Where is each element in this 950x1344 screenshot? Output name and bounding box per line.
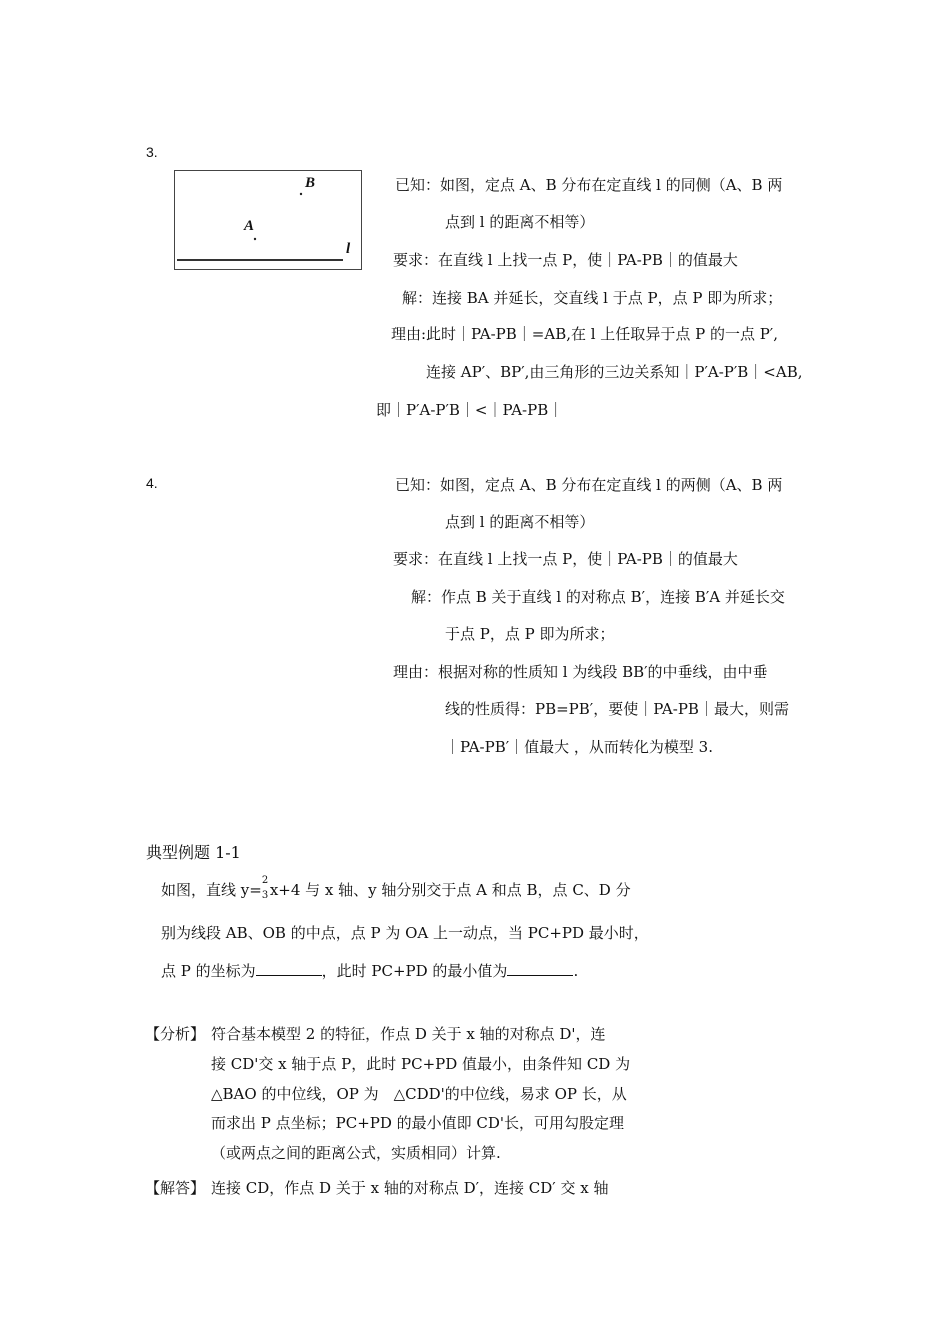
model4-reason-cont2: ｜PA-PB′｜值最大 ，从而转化为模型 3. bbox=[445, 738, 713, 756]
model3-known: 已知：如图，定点 A、B 分布在定直线 l 的同侧（A、B 两 bbox=[395, 176, 783, 194]
example-title: 典型例题 1-1 bbox=[146, 843, 241, 862]
point-a-label: A bbox=[244, 218, 255, 234]
model4-reason: 理由：根据对称的性质知 l 为线段 BB′的中垂线，由中垂 bbox=[393, 663, 768, 681]
model4-solution: 解：作点 B 关于直线 l 的对称点 B′，连接 B′A 并延长交 bbox=[411, 588, 785, 606]
model3-reason-cont2: 即｜P′A-P′B｜<｜PA-PB｜ bbox=[376, 401, 564, 419]
answer-blank-coordinate bbox=[256, 963, 322, 976]
answer-line1: 连接 CD，作点 D 关于 x 轴的对称点 D′，连接 CD′ 交 x 轴 bbox=[211, 1179, 609, 1197]
point-a-dot bbox=[254, 238, 256, 240]
model3-reason: 理由:此时｜PA-PB｜=AB,在 l 上任取异于点 P 的一点 P′, bbox=[391, 325, 778, 343]
model3-reason-cont1: 连接 AP′、BP′,由三角形的三边关系知｜P′A-P′B｜<AB, bbox=[426, 363, 803, 381]
model4-require: 要求：在直线 l 上找一点 P，使｜PA-PB｜的值最大 bbox=[393, 550, 738, 568]
analysis-tag: 【分析】 bbox=[145, 1025, 206, 1043]
analysis-line2: 接 CD'交 x 轴于点 P，此时 PC+PD 值最小，由条件知 CD 为 bbox=[211, 1055, 631, 1073]
example-line1-a: 如图，直线 y= bbox=[161, 881, 262, 899]
model4-number: 4. bbox=[146, 475, 158, 491]
model4-solution-cont: 于点 P，点 P 即为所求； bbox=[445, 625, 615, 643]
model4-reason-cont1: 线的性质得：PB=PB′，要使｜PA-PB｜最大，则需 bbox=[445, 700, 789, 718]
model4-known-cont: 点到 l 的距离不相等） bbox=[445, 513, 595, 531]
example-line3 bbox=[161, 960, 578, 981]
example-line3-b: ，此时 PC+PD 的最小值为 bbox=[321, 962, 508, 980]
model3-number: 3. bbox=[146, 144, 158, 160]
model3-solution: 解：连接 BA 并延长，交直线 l 于点 P，点 P 即为所求； bbox=[402, 289, 783, 307]
model3-figure bbox=[174, 170, 362, 270]
analysis-line3: △BAO 的中位线，OP 为 △CDD'的中位线，易求 OP 长，从 bbox=[211, 1085, 627, 1103]
example-line3-a: 点 P 的坐标为 bbox=[161, 962, 256, 980]
answer-tag: 【解答】 bbox=[145, 1179, 206, 1197]
answer-blank-min-value bbox=[507, 963, 573, 976]
line-l-label: l bbox=[346, 241, 351, 257]
point-b-dot bbox=[300, 193, 302, 195]
analysis-line4: 而求出 P 点坐标；PC+PD 的最小值即 CD'长，可用勾股定理 bbox=[211, 1114, 625, 1132]
model3-known-cont: 点到 l 的距离不相等） bbox=[445, 213, 595, 231]
example-line1-b: x+4 与 x 轴、y 轴分别交于点 A 和点 B，点 C、D 分 bbox=[269, 881, 631, 899]
model3-figure-svg bbox=[175, 171, 363, 271]
fraction bbox=[261, 875, 270, 901]
fraction-denominator: 3 bbox=[261, 890, 269, 901]
model4-known: 已知：如图，定点 A、B 分布在定直线 l 的两侧（A、B 两 bbox=[395, 476, 783, 494]
point-b-label: B bbox=[305, 175, 316, 191]
example-line3-c: . bbox=[573, 962, 579, 980]
analysis-line5: （或两点之间的距离公式，实质相同）计算. bbox=[211, 1144, 501, 1162]
fraction-numerator: 2 bbox=[261, 875, 269, 886]
example-line2: 别为线段 AB、OB 的中点，点 P 为 OA 上一动点，当 PC+PD 最小时， bbox=[161, 924, 649, 942]
analysis-line1: 符合基本模型 2 的特征，作点 D 关于 x 轴的对称点 D'，连 bbox=[211, 1025, 606, 1043]
model3-require: 要求：在直线 l 上找一点 P，使｜PA-PB｜的值最大 bbox=[393, 251, 738, 269]
example-line1 bbox=[161, 875, 631, 901]
